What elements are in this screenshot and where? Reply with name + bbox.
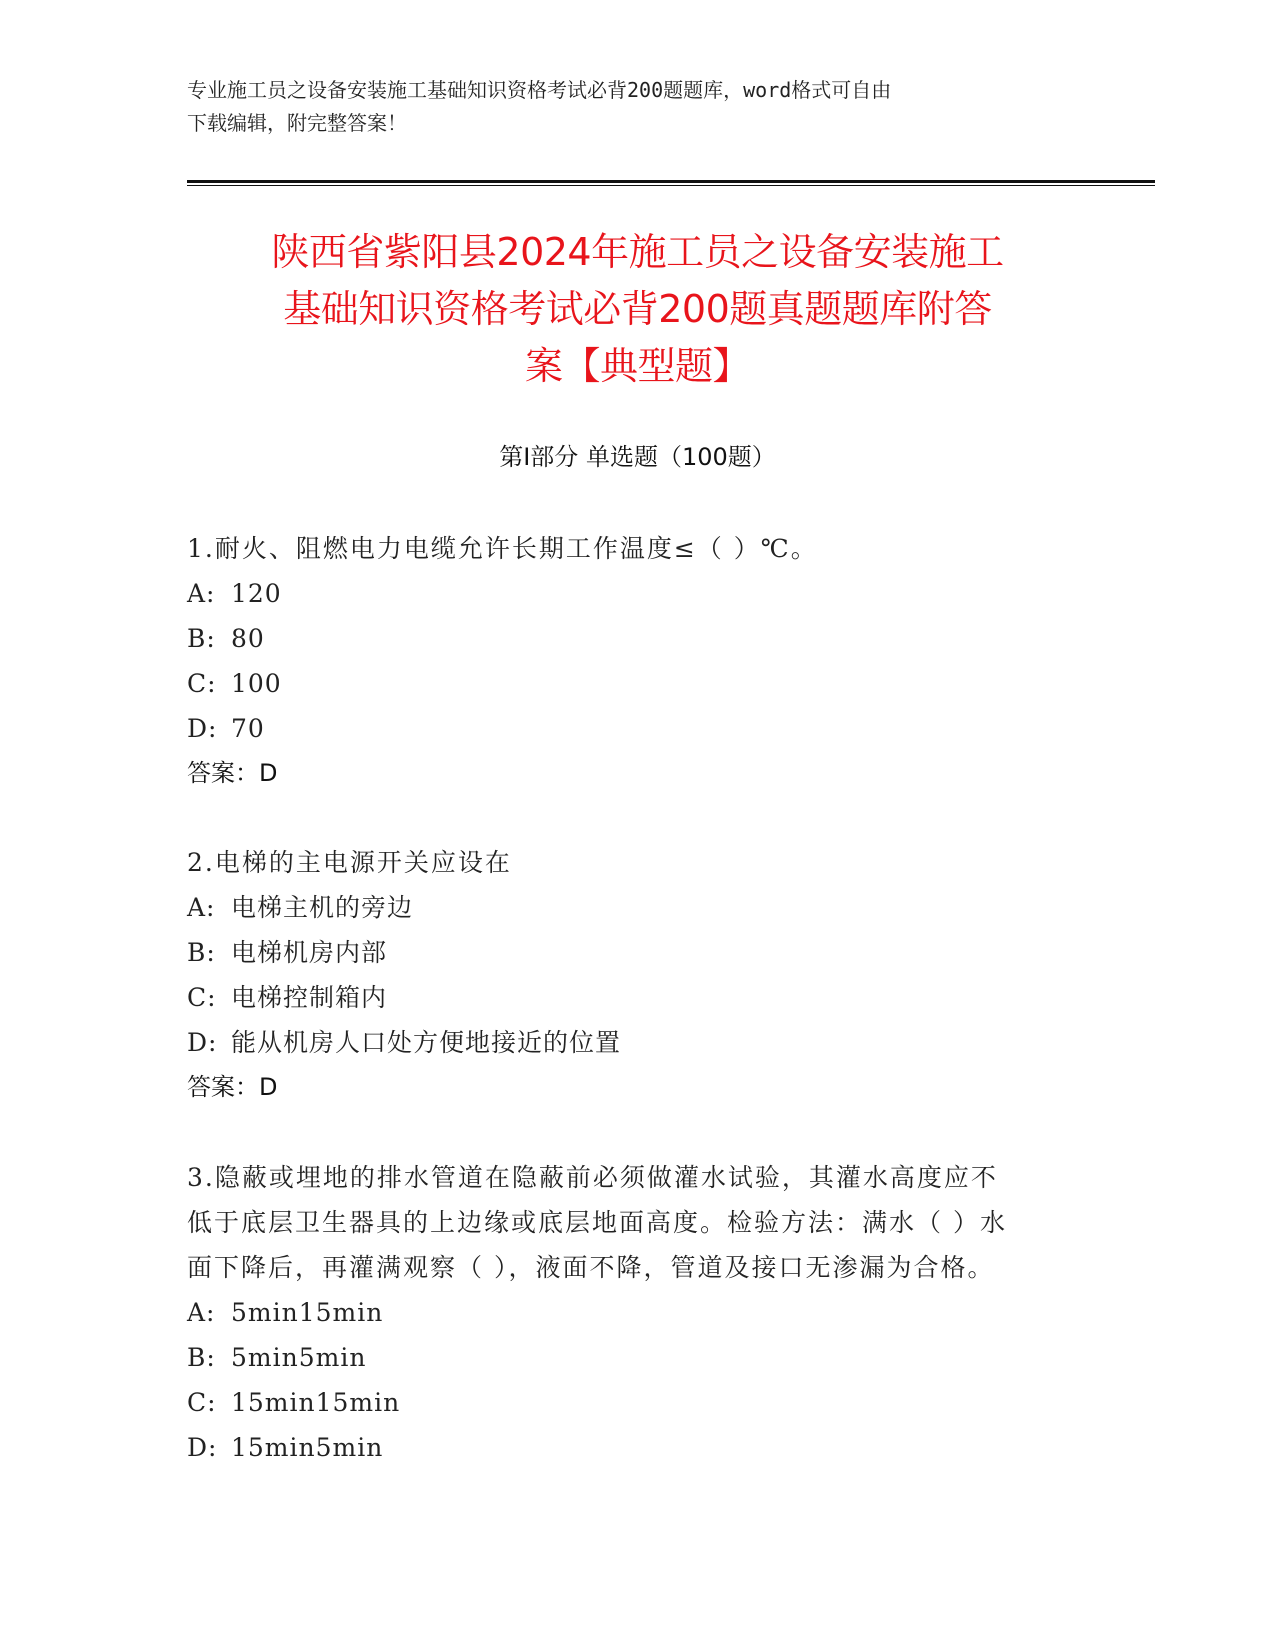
section-heading: 第Ⅰ部分 单选题（100题）	[499, 443, 776, 471]
option-a	[187, 1290, 1087, 1335]
question-3	[187, 1155, 1087, 1470]
option-letter: C:	[187, 1388, 217, 1417]
option-text: 能从机房人口处方便地接近的位置	[231, 1028, 622, 1057]
option-d	[187, 1425, 1087, 1470]
option-text: 100	[231, 669, 282, 698]
answer: 答案：D	[187, 759, 278, 787]
option-c	[187, 1380, 1087, 1425]
option-b	[187, 1335, 1087, 1380]
option-letter: C:	[187, 669, 217, 698]
option-letter: A:	[187, 579, 216, 608]
option-text: 5min15min	[231, 1298, 384, 1327]
option-text: 5min5min	[231, 1343, 367, 1372]
question-stem-line-3: 面下降后，再灌满观察（ ），液面不降，管道及接口无渗漏为合格。	[187, 1253, 995, 1282]
question-stem: 1.耐火、阻燃电力电缆允许长期工作温度≤（ ）℃。	[187, 534, 818, 563]
option-letter: D:	[187, 1433, 218, 1462]
option-letter: B:	[187, 1343, 216, 1372]
question-stem-line-1: 3.隐蔽或埋地的排水管道在隐蔽前必须做灌水试验，其灌水高度应不	[187, 1163, 998, 1192]
option-letter: C:	[187, 983, 217, 1012]
header-note-line-1: 专业施工员之设备安装施工基础知识资格考试必背200题题库，word格式可自由	[187, 78, 892, 102]
option-text: 电梯控制箱内	[231, 983, 388, 1012]
option-text: 电梯机房内部	[231, 938, 388, 967]
option-letter: B:	[187, 624, 216, 653]
question-stem: 2.电梯的主电源开关应设在	[187, 848, 512, 877]
question-2	[187, 840, 1087, 1110]
option-letter: D:	[187, 714, 218, 743]
option-c	[187, 661, 1087, 706]
option-text: 电梯主机的旁边	[231, 893, 414, 922]
option-d	[187, 1020, 1087, 1065]
option-text: 120	[231, 579, 282, 608]
header-note-line-2: 下载编辑，附完整答案！	[187, 111, 407, 135]
option-letter: A:	[187, 1298, 216, 1327]
question-stem-line-2: 低于底层卫生器具的上边缘或底层地面高度。检验方法：满水（ ）水	[187, 1208, 1007, 1237]
option-letter: D:	[187, 1028, 218, 1057]
document-title-line-3: 案【典型题】	[524, 344, 750, 388]
option-text: 15min5min	[231, 1433, 384, 1462]
option-text: 80	[231, 624, 265, 653]
option-text: 70	[231, 714, 265, 743]
option-c	[187, 975, 1087, 1020]
option-text: 15min15min	[231, 1388, 401, 1417]
document-title-line-1: 陕西省紫阳县2024年施工员之设备安装施工	[271, 230, 1004, 274]
option-a	[187, 885, 1087, 930]
document-title-line-2: 基础知识资格考试必背200题真题题库附答	[283, 287, 992, 331]
option-d	[187, 706, 1087, 751]
document-title	[150, 224, 1125, 395]
answer: 答案：D	[187, 1073, 278, 1101]
option-b	[187, 930, 1087, 975]
header-divider-thin	[187, 185, 1155, 186]
option-letter: A:	[187, 893, 216, 922]
option-a	[187, 571, 1087, 616]
option-letter: B:	[187, 938, 216, 967]
header-note	[187, 74, 1087, 140]
option-b	[187, 616, 1087, 661]
question-1	[187, 526, 1087, 796]
header-divider-thick	[187, 180, 1155, 183]
